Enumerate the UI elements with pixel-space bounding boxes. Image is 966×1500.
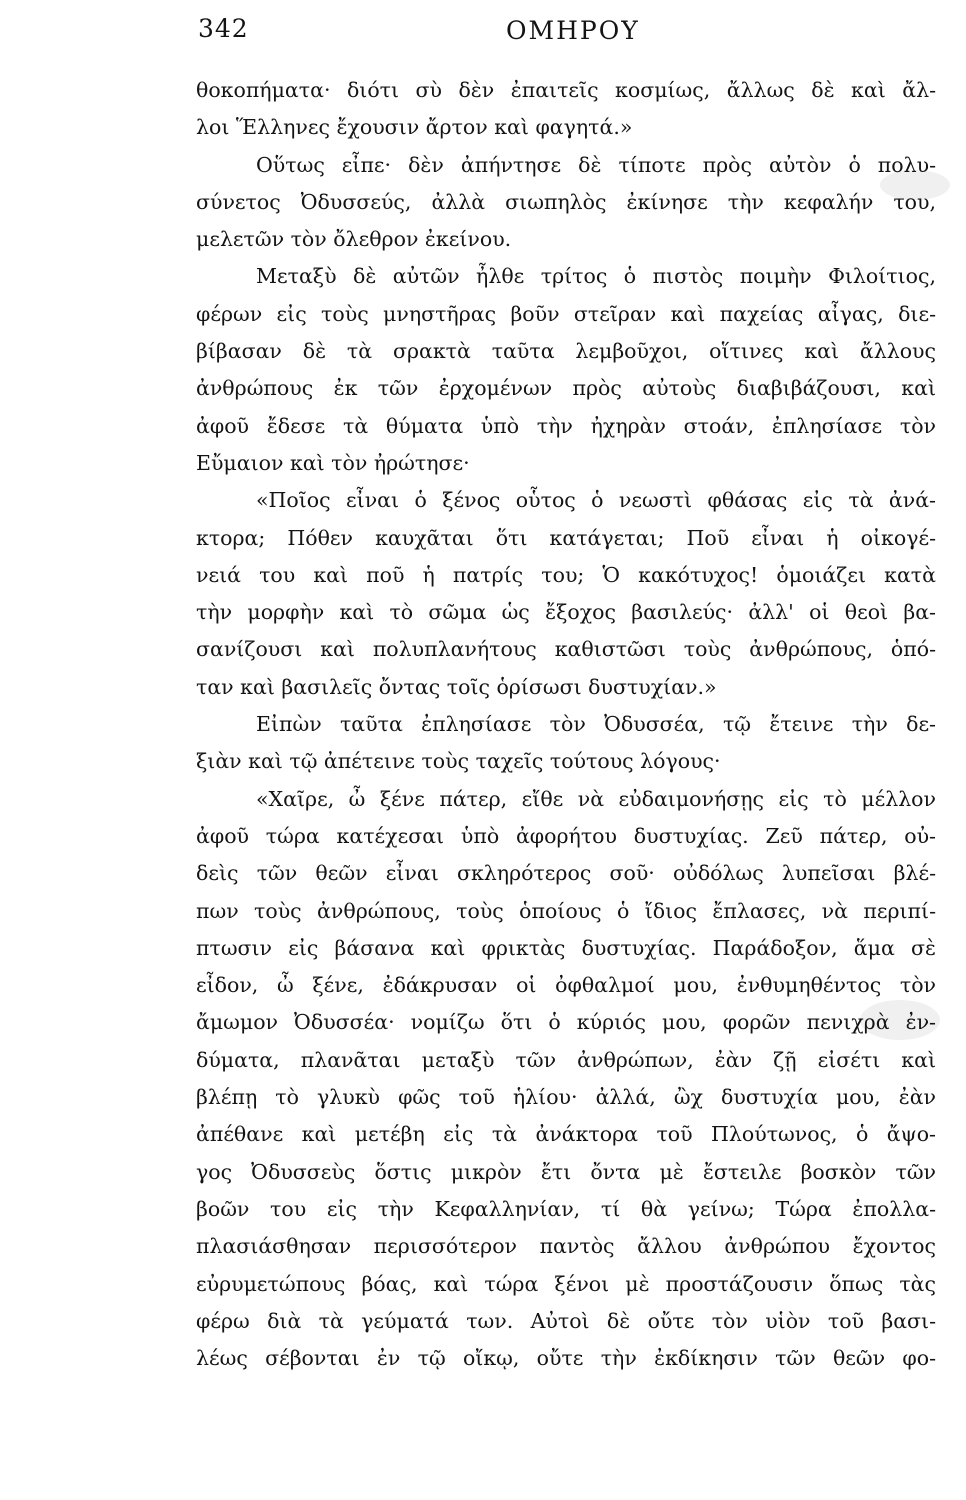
- text-line: λοι Ἕλληνες ἔχουσιν ἄρτον καὶ φαγητά.»: [196, 115, 633, 140]
- text-line: ξιὰν καὶ τῷ ἀπέτεινε τοὺς ταχεῖς τούτους λόγους·: [196, 749, 721, 774]
- text-line: βίβασαν δὲ τὰ σρακτὰ ταῦτα λεμβοῦχοι, οἵτινες καὶ ἄλλους: [196, 339, 936, 364]
- text-line: ταν καὶ βασιλεῖς ὄντας τοῖς ὁρίσωσι δυστυχίαν.»: [196, 674, 717, 699]
- text-line: κτορα; Πόθεν καυχᾶται ὅτι κατάγεται; Ποῦ εἶναι ἡ οἰκογέ-: [196, 525, 936, 550]
- text-line: Εἰπὼν ταῦτα ἐπλησίασε τὸν Ὀδυσσέα, τῷ ἔτεινε τὴν δε-: [256, 712, 936, 737]
- text-line: σανίζουσι καὶ πολυπλανήτους καθιστῶσι τοὺς ἀνθρώπους, ὁπό-: [196, 637, 936, 662]
- text-line: δύματα, πλανᾶται μεταξὺ τῶν ἀνθρώπων, ἐὰν ζῇ εἰσέτι καὶ: [196, 1047, 936, 1072]
- text-line: ἀφοῦ τώρα κατέχεσαι ὑπὸ ἀφορήτου δυστυχίας. Ζεῦ πάτερ, οὐ-: [196, 823, 936, 848]
- text-line: τὴν μορφὴν καὶ τὸ σῶμα ὡς ἔξοχος βασιλεύς· ἀλλ' οἱ θεοὶ βα-: [196, 600, 936, 625]
- text-line: ἀφοῦ ἔδεσε τὰ θύματα ὑπὸ τὴν ἠχηρὰν στοάν, ἐπλησίασε τὸν: [196, 413, 936, 438]
- text-line: φέρων εἰς τοὺς μνηστῆρας βοῦν στεῖραν καὶ παχείας αἶγας, διε-: [196, 301, 936, 326]
- text-line: πλασιάσθησαν περισσότερον παντὸς ἄλλου ἀνθρώπου ἔχοντος: [196, 1234, 936, 1259]
- text-line: δεὶς τῶν θεῶν εἶναι σκληρότερος σοῦ· οὐδόλως λυπεῖσαι βλέ-: [196, 861, 936, 886]
- text-line: γος Ὀδυσσεὺς ὅστις μικρὸν ἔτι ὄντα μὲ ἔστειλε βοσκὸν τῶν: [196, 1159, 936, 1184]
- text-line: βοῶν του εἰς τὴν Κεφαλληνίαν, τί θὰ γείνω; Τώρα ἐπολλα-: [196, 1196, 936, 1221]
- text-line: πτωσιν εἰς βάσανα καὶ φρικτὰς δυστυχίας. Παράδοξον, ἅμα σὲ: [196, 935, 936, 960]
- text-line: ἀνθρώπους ἐκ τῶν ἐρχομένων πρὸς αὐτοὺς διαβιβάζουσι, καὶ: [196, 376, 936, 401]
- body-text: [196, 72, 936, 1377]
- text-line: «Ποῖος εἶναι ὁ ξένος οὗτος ὁ νεωστὶ φθάσας εἰς τὰ ἀνά-: [256, 488, 936, 513]
- text-line: ἄμωμον Ὀδυσσέα· νομίζω ὅτι ὁ κύριός μου, φορῶν πενιχρὰ ἐν-: [196, 1010, 936, 1035]
- text-line: βλέπῃ τὸ γλυκὺ φῶς τοῦ ἡλίου· ἀλλά, ὢχ δυστυχία μου, ἐὰν: [196, 1085, 936, 1110]
- text-line: Οὕτως εἶπε· δὲν ἀπήντησε δὲ τίποτε πρὸς αὐτὸν ὁ πολυ-: [256, 152, 936, 177]
- page-header: [196, 14, 936, 58]
- text-line: ἀπέθανε καὶ μετέβη εἰς τὰ ἀνάκτορα τοῦ Πλούτωνος, ὁ ἄψο-: [196, 1122, 936, 1147]
- text-line: «Χαῖρε, ὦ ξένε πάτερ, εἴθε νὰ εὐδαιμονήσῃς εἰς τὸ μέλλον: [256, 786, 936, 811]
- text-line: μελετῶν τὸν ὄλεθρον ἐκείνου.: [196, 227, 512, 252]
- text-line: Μεταξὺ δὲ αὐτῶν ἦλθε τρίτος ὁ πιστὸς ποιμὴν Φιλοίτιος,: [256, 264, 936, 289]
- text-line: εἶδον, ὦ ξένε, ἐδάκρυσαν οἱ ὀφθαλμοί μου, ἐνθυμηθέντος τὸν: [196, 973, 936, 998]
- page-number: 342: [198, 14, 249, 43]
- text-line: εὐρυμετώπους βόας, καὶ τώρα ξένοι μὲ προστάζουσιν ὅπως τὰς: [196, 1271, 936, 1296]
- text-line: σύνετος Ὀδυσσεύς, ἀλλὰ σιωπηλὸς ἐκίνησε τὴν κεφαλήν του,: [196, 189, 936, 214]
- text-line: λέως σέβονται ἐν τῷ οἴκῳ, οὔτε τὴν ἐκδίκησιν τῶν θεῶν φο-: [196, 1346, 936, 1371]
- text-line: νειά του καὶ ποῦ ἡ πατρίς του; Ὁ κακότυχος! ὁμοιάζει κατὰ: [196, 562, 936, 587]
- text-line: Εὔμαιον καὶ τὸν ἠρώτησε·: [196, 450, 470, 475]
- running-head: ΟΜΗΡΟΥ: [506, 16, 640, 45]
- text-line: θοκοπήματα· διότι σὺ δὲν ἐπαιτεῖς κοσμίως, ἄλλως δὲ καὶ ἄλ-: [196, 78, 936, 102]
- text-line: πων τοὺς ἀνθρώπους, τοὺς ὁποίους ὁ ἴδιος ἔπλασες, νὰ περιπί-: [196, 898, 936, 923]
- text-line: φέρω διὰ τὰ γεύματά των. Αὐτοὶ δὲ οὔτε τὸν υἱὸν τοῦ βασι-: [196, 1308, 936, 1333]
